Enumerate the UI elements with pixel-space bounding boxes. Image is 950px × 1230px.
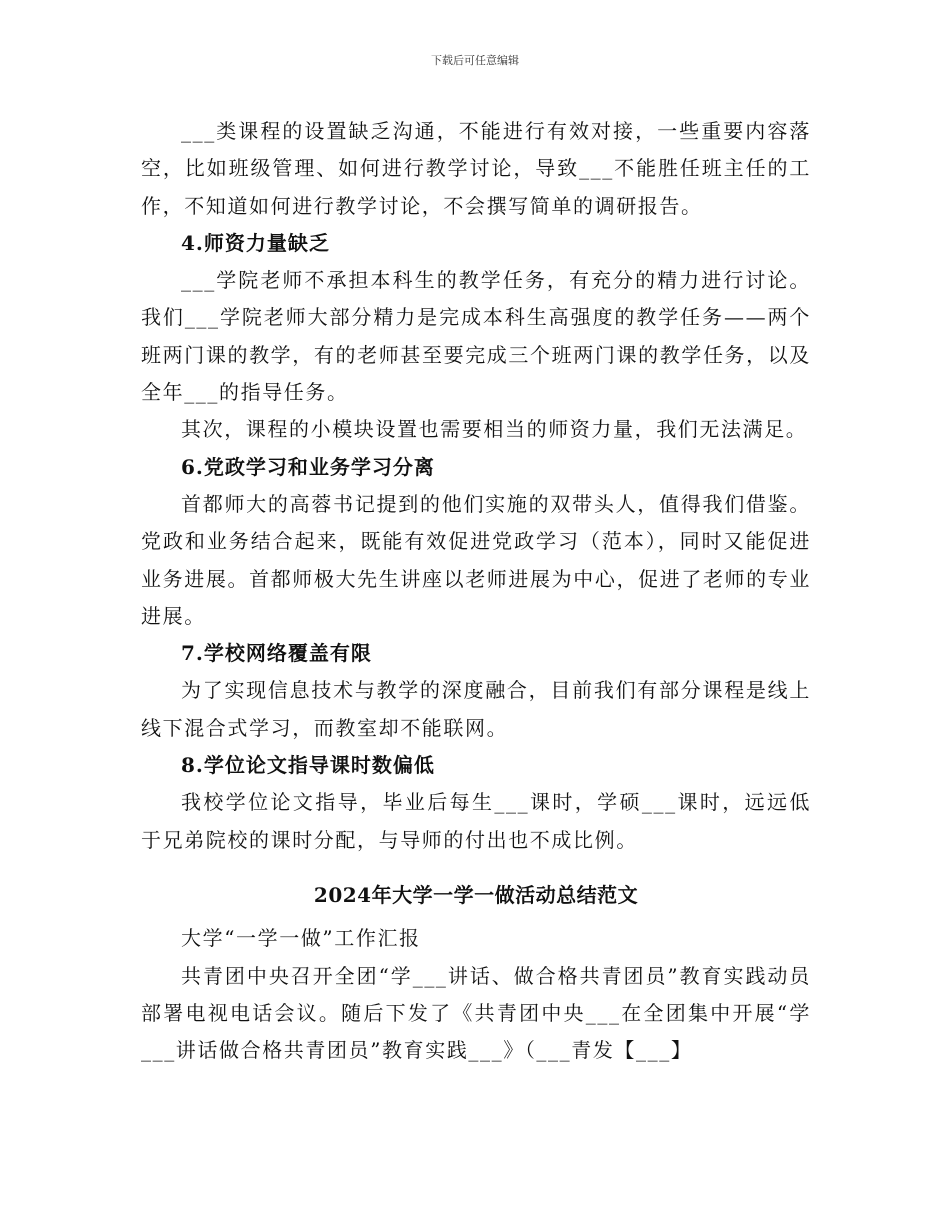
document-body <box>141 113 811 1069</box>
page-header: 下载后可任意编辑 <box>431 54 519 67</box>
paragraph-thesis-hours: 我校学位论文指导，毕业后每生___课时，学硕___课时，远远低于兄弟院校的课时分配，与导师的付出也不成比例。 <box>141 790 811 852</box>
paragraph-module-staffing: 其次，课程的小模块设置也需要相当的师资力量，我们无法满足。 <box>181 417 808 442</box>
paragraph-blended-learning: 为了实现信息技术与教学的深度融合，目前我们有部分课程是线上线下混合式学习，而教室却不能联网。 <box>141 678 811 740</box>
paragraph-faculty-workload: ___学院老师不承担本科生的教学任务，有充分的精力进行讨论。我们___学院老师大部分精力是完成本科生高强度的教学任务——两个班两门课的教学，有的老师甚至要完成三个班两门课的教学任务，以及全年___的指导任务。 <box>141 268 811 405</box>
heading-faculty-shortage: 4.师资力量缺乏 <box>181 230 330 255</box>
heading-thesis-hours: 8.学位论文指导课时数偏低 <box>181 753 435 778</box>
heading-party-study-separation: 6.党政学习和业务学习分离 <box>181 454 435 479</box>
paragraph-dual-leader: 首都师大的高蓉书记提到的他们实施的双带头人，值得我们借鉴。党政和业务结合起来，既能有效促进党政学习（范本），同时又能促进业务进展。首都师极大先生讲座以老师进展为中心，促进了老师的专业进展。 <box>141 491 811 628</box>
heading-network-coverage: 7.学校网络覆盖有限 <box>181 641 372 666</box>
paragraph-league-meeting: 共青团中央召开全团“学___讲话、做合格共青团员”教育实践动员部署电视电话会议。随后下发了《共青团中央___在全团集中开展“学___讲话做合格共青团员”教育实践___》（___青发【___】 <box>141 963 811 1063</box>
document-title: 2024年大学一学一做活动总结范文 <box>313 882 639 907</box>
paragraph-course-issues: ___类课程的设置缺乏沟通，不能进行有效对接，一些重要内容落空，比如班级管理、如何进行教学讨论，导致___不能胜任班主任的工作，不知道如何进行教学讨论，不会撰写简单的调研报告。 <box>141 119 811 218</box>
paragraph-report-subtitle: 大学“一学一做”工作汇报 <box>181 926 421 951</box>
